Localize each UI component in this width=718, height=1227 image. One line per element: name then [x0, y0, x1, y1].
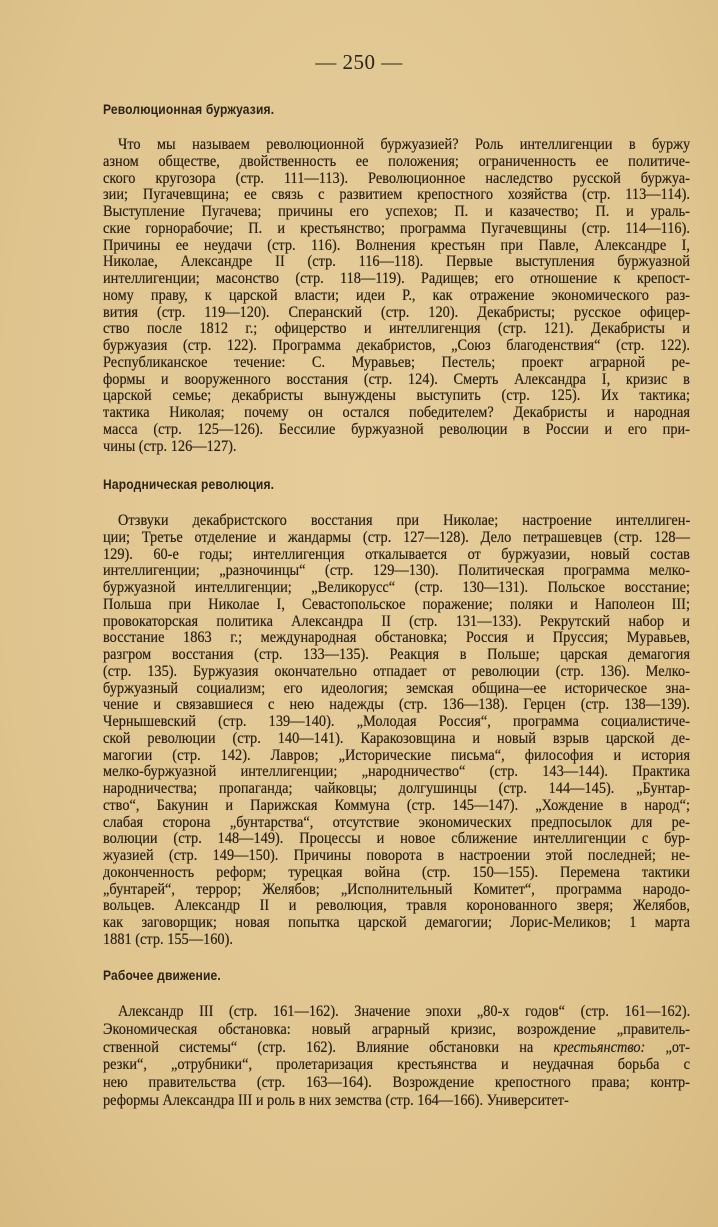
text-line: народничества; пропаганда; чайковцы; долгушинцы (стр. 144—145). „Бунтар- — [103, 780, 690, 797]
text-fragment: „от- — [645, 1038, 690, 1056]
text-line: интеллигенции; масонство (стр. 118—119). Радищев; его отношение к крепост- — [103, 270, 690, 287]
text-line: реформы Александра III и роль в них земства (стр. 164—166). Университет- — [103, 1091, 569, 1109]
text-line: ство“, Бакунин и Парижская Коммуна (стр. 145—147). „Хождение в народ“; — [103, 796, 690, 814]
text-line: чение и связавшиеся с нею надежды (стр. 136—138). Герцен (стр. 138—139). — [103, 696, 690, 714]
text-line: 129). 60-е годы; интеллигенция откалывается от буржуазии, новый состав — [103, 545, 690, 563]
text-line: зии; Пугачевщина; ее связь с развитием крепостного хозяйства (стр. 113—114). — [103, 186, 690, 204]
text-line: царской семье; декабристы вынуждены выступить (стр. 125). Их тактика; — [103, 387, 690, 405]
page-number: — 250 — — [315, 50, 403, 74]
text-line — [103, 1039, 690, 1057]
text-line: как заговорщик; новая попытка царской демагогии; Лорис-Меликов; 1 марта — [103, 914, 690, 931]
text-fragment: ственной системы“ (стр. 162). Влияние обстановки на — [103, 1038, 554, 1056]
text-line: волюции (стр. 148—149). Процессы и новое сближение интеллигенции с бур- — [103, 830, 690, 848]
text-line: азном обществе, двойственность ее положения; ограниченность ее политиче- — [103, 152, 690, 170]
text-line: провокаторская политика Александра II (стр. 131—133). Рекрутский набор и — [103, 612, 690, 630]
text-line: слабая сторона „бунтарства“, отсутствие экономических предпосылок для ре- — [103, 813, 690, 831]
text-line: жуазией (стр. 149—150). Причины поворота в настроении этой последней; не- — [103, 847, 690, 864]
text-line: восстание 1863 г.; международная обстановка; Россия и Пруссия; Муравьев, — [103, 629, 690, 647]
text-line: ции; Третье отделение и жандармы (стр. 127—128). Дело петрашевцев (стр. 128— — [103, 528, 690, 546]
text-line: буржуазный социализм; его идеология; земская община—ее историческое зна- — [103, 679, 690, 697]
text-line: Польша при Николае I, Севастопольское поражение; поляки и Наполеон III; — [103, 595, 690, 613]
text-line: интеллигенции; „разночинцы“ (стр. 129—130). Политическая программа мелко- — [103, 562, 690, 580]
text-line: Экономическая обстановка: новый аграрный кризис, возрождение „правитель- — [103, 1020, 690, 1038]
text-line: разгром восстания (стр. 133—135). Реакция в Польше; царская демагогия — [103, 646, 690, 663]
text-line: Отзвуки декабристского восстания при Николае; настроение интеллиген- — [118, 512, 691, 529]
text-line: доконченность реформ; турецкая война (стр. 150—155). Перемена тактики — [103, 863, 690, 881]
italic-text: крестьянство: — [553, 1038, 646, 1056]
text-line: чины (стр. 126—127). — [103, 437, 237, 455]
text-line: Чернышевский (стр. 139—140). „Молодая Россия“, программа социалистиче- — [103, 713, 690, 730]
text-line: вольцев. Александр II и революция, травля коронованного зверя; Желябов, — [103, 897, 690, 915]
text-line: ского кругозора (стр. 111—113). Революционное наследство русской буржуа- — [103, 169, 690, 187]
text-line: мелко-буржуазной интеллигенции; „народничество“ (стр. 143—144). Практика — [103, 763, 690, 781]
text-line: 1881 (стр. 155—160). — [103, 930, 233, 948]
text-line: вития (стр. 119—120). Сперанский (стр. 120). Декабристы; русское офицер- — [103, 303, 690, 321]
text-line: (стр. 135). Буржуазия окончательно отпадает от революции (стр. 136). Мелко- — [103, 662, 690, 680]
text-line: нею правительства (стр. 163—164). Возрождение крепостного права; контр- — [103, 1074, 690, 1092]
text-line: Причины ее неудачи (стр. 116). Волнения крестьян при Павле, Александре I, — [103, 236, 690, 254]
text-line: „бунтарей“, террор; Желябов; „Исполнительный Комитет“, программа народо- — [103, 880, 690, 898]
text-line: тактика Николая; почему он остался победителем? Декабристы и народная — [103, 404, 690, 421]
text-line: ские горнорабочие; П. и крестьянство; программа Пугачевщины (стр. 114—116). — [103, 219, 690, 237]
text-line: ному праву, к царской власти; идеи Р., как отражение экономического раз- — [103, 286, 690, 304]
text-line: ской революции (стр. 140—141). Каракозовщина и новый взрыв царской де- — [103, 729, 690, 747]
text-line: Александр III (стр. 161—162). Значение эпохи „80-х годов“ (стр. 161—162). — [118, 1003, 691, 1020]
text-line: Что мы называем революционной буржуазией? Роль интеллигенции в буржу — [118, 136, 691, 153]
section-paragraph — [103, 513, 690, 949]
text-line: формы и вооруженного восстания (стр. 124). Смерть Александра I, кризис в — [103, 370, 690, 388]
section-heading-revolutionary-bourgeoisie: Революционная буржуазия. — [103, 101, 275, 117]
text-line: буржуазия (стр. 122). Программа декабристов, „Союз благоденствия“ (стр. 122). — [103, 337, 690, 354]
text-line: резки“, „отрубники“, пролетаризация крестьянства и неудачная борьба с — [103, 1056, 690, 1074]
text-line: Николае, Александре II (стр. 116—118). Первые выступления буржуазной — [103, 253, 690, 271]
section-heading-labor-movement: Рабочее движение. — [103, 967, 221, 983]
section-paragraph — [103, 137, 690, 455]
text-line: Выступление Пугачева; причины его успехов; П. и казачество; П. и ураль- — [103, 203, 690, 220]
text-line: ство после 1812 г.; офицерство и интеллигенция (стр. 121). Декабристы и — [103, 320, 690, 338]
text-line: масса (стр. 125—126). Бессилие буржуазной революции в России и его при- — [103, 420, 690, 438]
section-paragraph — [103, 1003, 690, 1110]
text-line: магогии (стр. 142). Лавров; „Исторические письма“, философия и история — [103, 746, 690, 764]
text-line: буржуазной интеллигенции; „Великорусс“ (стр. 130—131). Польское восстание; — [103, 579, 690, 596]
text-line: Республиканское течение: С. Муравьев; Пестель; проект аграрной ре- — [103, 353, 690, 371]
section-heading-narodnik-revolution: Народническая революция. — [103, 476, 275, 492]
